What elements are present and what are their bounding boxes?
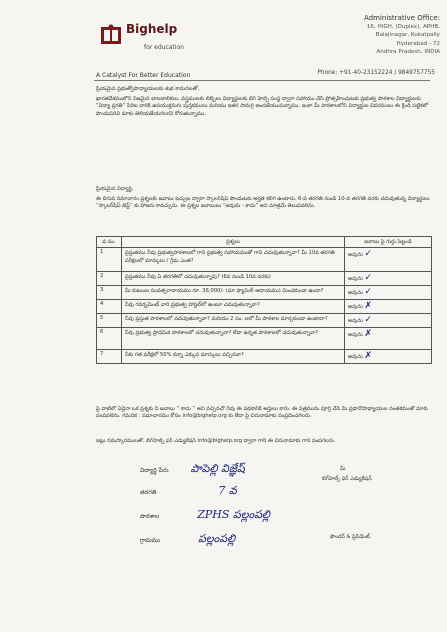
answer-yes[interactable]: అవును (348, 354, 363, 360)
office-line: 16, HIGH, (Duplex), APHB, (366, 23, 440, 30)
office-title: Administrative Office: (364, 14, 440, 22)
school-label: పాఠశాల (140, 513, 160, 520)
row-answer[interactable] (345, 286, 432, 300)
col-header-question: ప్రశ్నలు (122, 237, 345, 248)
row-number: 1 (97, 248, 122, 272)
header-divider (94, 80, 430, 81)
phone-number: Phone: +91-40-23152224 / 9849757755 (317, 70, 435, 76)
row-answer[interactable] (345, 314, 432, 328)
table-row (97, 350, 432, 364)
answer-yes[interactable]: అవును (348, 318, 363, 324)
intro-paragraph: ఖారతదేశములోని నిజమైన బాలబాలికలు, వస్త్రములకు లిబ్బిలు విద్యార్థులకు బిగ్ హెల్ప్ సంస్థ ద్వారా సహాయం చేసి ప్రోత్సహించుటకు ప్రభుత్వ పాఠశాల విద్యార్థులకు “విద్యా ప్రగతి” పేరిట వారికి ఉపయుక్తమగు పుస్తకములు మరియు ఇతర సామగ్రి అందజేయుచున్నాము. ఇంకా మీ పాఠశాలలోని విద్యార్థుల వివరములు ఈ క్రింది పట్టికలో పొందుపరిచి మాకు తెలియజేయగలరని కోరుతున్నాము. (96, 96, 429, 117)
row-answer[interactable] (345, 328, 432, 350)
answer-yes[interactable]: అవును (348, 332, 363, 338)
class-row (140, 484, 237, 500)
row-number: 7 (97, 350, 122, 364)
tick-mark: ✓ (364, 249, 372, 259)
answer-yes[interactable]: అవును (348, 252, 363, 258)
instructions-paragraph: ఈ దిగువ సమాచారం ప్రశ్నలకు జవాబు ఇచ్చుట ద్వారా స్కాలర్‌షిప్ పొందుటకు అర్హత కలిగి ఉంటారు. 6-వ తరగతి నుండి 10-వ తరగతి వరకు చదువుతున్న విద్యార్థులు “స్కాలర్‌షిప్ టెస్ట్” కు హాజరు కావచ్చును. ఈ ప్రశ్నల జవాబులు “అవును - కాదు” అని మాత్రమే తెలుపవలెను. (96, 196, 430, 210)
row-answer[interactable] (345, 300, 432, 314)
row-number: 5 (97, 314, 122, 328)
row-question: నీవు గవర్నమెంట్ వారి ప్రభుత్వ హాస్టల్‌లో ఉంటూ చదువుతున్నావా? (122, 300, 345, 314)
office-line: Andhra Pradesh, INDIA (376, 49, 440, 55)
table-row (97, 314, 432, 328)
row-question: మీ కుటుంబ సంవత్సరాదాయము రూ. 36,000/- (మా ఫ్యామిలీ ఆదాయము) మించకుండా ఉందా? (122, 286, 345, 300)
row-number: 2 (97, 272, 122, 286)
signoff-title: ఫౌండర్ & ప్రెసిడెంట్ (330, 534, 370, 540)
row-question: నీవు ప్రభుత్వ ప్రాధమిక పాఠశాలలో చదువుతున్నావా? లేదా ఉన్నత పాఠశాలలో చదువుతున్నావా? (122, 328, 345, 350)
row-question: నీవు ప్రస్తుత పాఠశాలలో చదువుతున్నావా? మరియు 2 సం. లలో మీ పాఠశాల మార్చకుండా ఉంటావా? (122, 314, 345, 328)
row-answer[interactable] (345, 272, 432, 286)
student-name-row (140, 462, 245, 478)
table-row (97, 300, 432, 314)
class-value[interactable]: 7 వ (218, 484, 237, 497)
notes-paragraph: పై వాటిలో ఏదైనా ఒక ప్రశ్నకు నీ జవాబు “ కాదు ” అని వచ్చినచో నీవు ఈ పథకానికి అర్హులు కారు. ఈ పత్రమును పూర్తి చేసి మీ ప్రధానోపాధ్యాయుల సంతకముతో మాకు పంపవలెను. గమనిక : సమాచారము కోసం info@bighelp.org కు లేదా పై చిరునామాకు సంప్రదించగలరు. (96, 406, 428, 420)
answer-yes[interactable]: అవును (348, 290, 363, 296)
table-header-row (97, 237, 432, 248)
row-answer[interactable] (345, 350, 432, 364)
answer-yes[interactable]: అవును (348, 276, 363, 282)
tick-mark: ✓ (364, 287, 372, 297)
class-label: తరగతి (140, 489, 157, 496)
brand-subtitle: for education (144, 44, 184, 51)
row-question: ప్రస్తుతము నీవు ఏ తరగతిలో చదువుతున్నావు? (6వ నుండి 10వ వరకు) (122, 272, 345, 286)
greeting-teachers: ప్రియమైన ప్రభుత్వోపాధ్యాయులకు శుభ కామనలతో, (96, 86, 200, 92)
tick-mark: ✓ (364, 315, 372, 325)
row-question: ప్రస్తుతము నీవు ప్రభుత్వపాఠశాలలో గాని ప్రభుత్వ సహాయముతో గాని చదువుతున్నావా? మీ 10వ తరగతి పరీక్షలలో మార్కులు / గ్రేడు ఎంత? (122, 248, 345, 272)
table-row (97, 286, 432, 300)
col-header-number: వ.సం. (97, 237, 122, 248)
school-value[interactable]: ZPHS పల్లంపల్లి (197, 508, 270, 521)
brand-name: Bighelp (126, 22, 178, 36)
bighelp-logo-icon (100, 24, 122, 46)
signoff-org: బిగ్‌హెల్ప్ ఫర్ ఎడ్యుకేషన్ (322, 476, 372, 482)
student-name-label: విద్యార్థి పేరు (140, 467, 169, 474)
table-row (97, 248, 432, 272)
student-name-value[interactable]: పాపెల్లి విజ్ఞేష్ (190, 462, 245, 475)
table-row (97, 328, 432, 350)
village-value[interactable]: పల్లంపల్లి (198, 532, 236, 545)
greeting-student: ప్రియమైన విద్యార్థి, (96, 186, 134, 192)
tick-mark: ✗ (364, 301, 372, 311)
village-row (140, 532, 235, 548)
row-question: నీకు గత పరీక్షలో 50% కన్నా ఎక్కువ మార్కులు వచ్చినవా? (122, 350, 345, 364)
tick-mark: ✗ (364, 329, 372, 339)
tick-mark: ✗ (364, 351, 372, 361)
table-row (97, 272, 432, 286)
tick-mark: ✓ (364, 273, 372, 283)
village-label: గ్రామము (140, 537, 161, 544)
office-line: Balajinagar, Kukatpally (375, 32, 440, 38)
office-address (330, 14, 440, 57)
row-number: 6 (97, 328, 122, 350)
col-header-answer: జవాబు పై గుర్తు పెట్టండి (345, 237, 432, 248)
office-line: Hyderabad - 72 (396, 40, 440, 47)
tagline: A Catalyst For Better Education (96, 72, 191, 79)
row-number: 3 (97, 286, 122, 300)
questions-table (96, 236, 432, 364)
row-number: 4 (97, 300, 122, 314)
row-answer[interactable] (345, 248, 432, 272)
answer-yes[interactable]: అవును (348, 304, 363, 310)
closing-paragraph: ఇట్లు నమస్కారములతో, బిగ్‌హెల్ప్ ఫర్ ఎడ్యుకేషన్ info@bighelp.org ద్వారా గాని ఈ చిరునామాకు గాని పంపగలరు. (96, 438, 336, 444)
signoff-yours: మీ (340, 466, 346, 472)
school-row (140, 508, 270, 524)
